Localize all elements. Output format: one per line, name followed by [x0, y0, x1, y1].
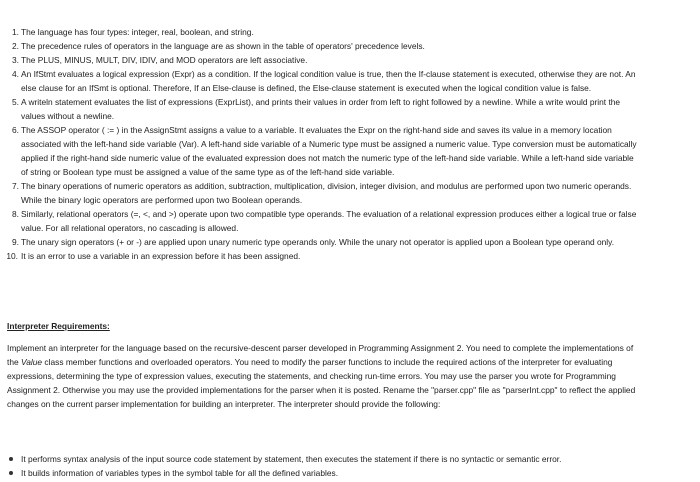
item-number: 3. [12, 55, 19, 65]
list-item [4, 179, 642, 207]
list-item [4, 67, 642, 95]
bullet-text: It performs syntax analysis of the input source code statement by statement, then executes the statement if there is no syntactic or semantic error. [21, 454, 562, 464]
item-number: 8. [12, 209, 19, 219]
list-item [4, 25, 642, 39]
item-number: 5. [12, 97, 19, 107]
list-item [4, 39, 642, 53]
para-text-end: class member functions and overloaded operators. You need to modify the parser functions to include the required actions of the interpreter for evaluating expressions, determining the type of expression values, executing the statements, and checking run-time errors. You may use the parser you wrote for Programming Assignment 2. Otherwise you may use the provided implementations for the parser when it is posted. Rename the "parser.cpp" file as "parserInt.cpp" to reflect the applied changes on the current parser implementation for building an interpreter. The interpreter should provide the following: [7, 357, 636, 409]
item-text: It is an error to use a variable in an expression before it has been assigned. [21, 251, 301, 261]
item-number: 10. [6, 251, 18, 261]
item-number: 6. [12, 125, 19, 135]
list-item [7, 466, 647, 480]
list-item [4, 53, 642, 67]
list-item [4, 235, 642, 249]
item-text: The language has four types: integer, real, boolean, and string. [21, 27, 254, 37]
bullet-text: It builds information of variables types in the symbol table for all the defined variables. [21, 468, 339, 478]
bullet-icon [9, 457, 13, 461]
item-text: A writeln statement evaluates the list of expressions (ExprList), and prints their values in order from left to right followed by a newline. While a write would print the values without a newline. [21, 97, 621, 121]
interpreter-requirements-heading: Interpreter Requirements: [7, 321, 110, 331]
list-item [4, 207, 642, 235]
item-text: An IfStmt evaluates a logical expression (Expr) as a condition. If the logical condition value is true, then the If-clause statement is executed, otherwise they are not. An else clause for an IfSmt is optional. Therefore, If an Else-clause is defined, the Else-clause statement is executed when the logical condition value is false. [21, 69, 636, 93]
item-text: The binary operations of numeric operators as addition, subtraction, multiplication, division, integer division, and modulus are performed upon two numeric operands. While the binary logic operators are performed upon two Boolean operands. [21, 181, 632, 205]
item-number: 7. [12, 181, 19, 191]
interpreter-description [7, 341, 639, 411]
item-number: 4. [12, 69, 19, 79]
item-number: 1. [12, 27, 19, 37]
item-text: The unary sign operators (+ or -) are applied upon unary numeric type operands only. While the unary not operator is applied upon a Boolean type operand only. [21, 237, 615, 247]
item-number: 9. [12, 237, 19, 247]
language-rules-list [4, 25, 642, 263]
list-item [4, 95, 642, 123]
value-class-name: Value [20, 357, 43, 367]
list-item [4, 249, 642, 263]
item-text: The PLUS, MINUS, MULT, DIV, IDIV, and MOD operators are left associative. [21, 55, 308, 65]
list-item [7, 452, 647, 466]
item-text: Similarly, relational operators (=, <, and >) operate upon two compatible type operands. The evaluation of a relational expression produces either a logical true or false value. For all relational operators, no cascading is allowed. [21, 209, 637, 233]
para-text-start: Implement an interpreter for the language based on the recursive-descent parser developed in Programming Assignment 2. You need to complete the implementations of the [7, 343, 634, 367]
bullet-icon [9, 471, 13, 475]
item-text: The precedence rules of operators in the language are as shown in the table of operators' precedence levels. [21, 41, 425, 51]
interpreter-features-list [7, 452, 647, 480]
list-item [4, 123, 642, 179]
item-text: The ASSOP operator ( := ) in the AssignStmt assigns a value to a variable. It evaluates the Expr on the right-hand side and saves its value in a memory location associated with the left-hand side variable (Var). A left-hand side variable of a Numeric type must be assigned a numeric value. Type conversion must be automatically applied if the right-hand side numeric value of the evaluated expression does not match the numeric type of the left-hand side variable. While a left-hand side variable of string or Boolean type must be assigned a value of the same type as of the left-hand side variable. [21, 125, 637, 177]
item-number: 2. [12, 41, 19, 51]
